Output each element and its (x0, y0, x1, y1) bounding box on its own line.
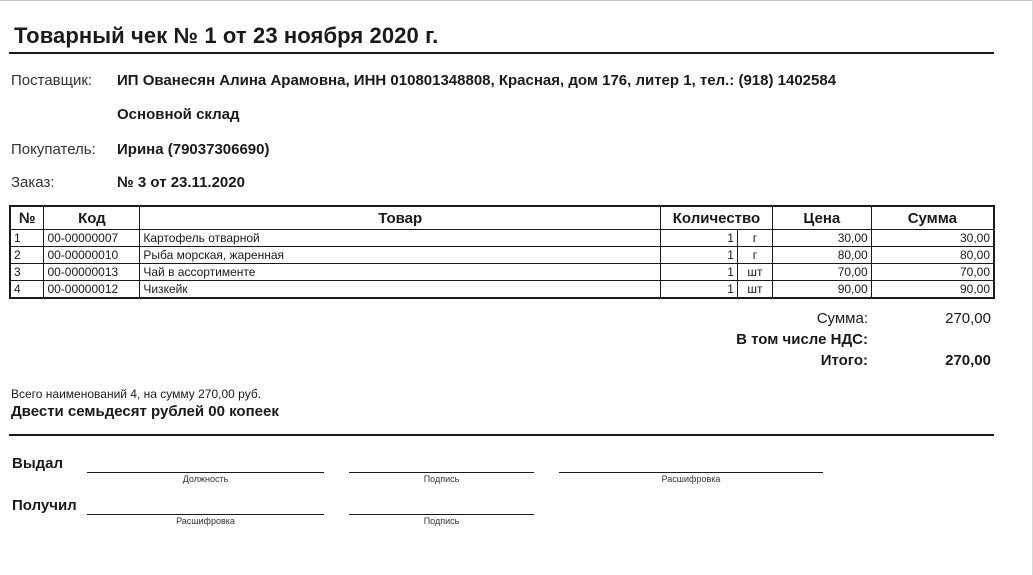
row-unit: шт (737, 281, 772, 299)
row-price: 30,00 (772, 230, 871, 247)
table-header-row (10, 206, 994, 230)
row-num: 2 (10, 247, 44, 264)
warehouse-value: Основной склад (117, 106, 240, 123)
row-sum: 80,00 (871, 247, 994, 264)
issued-signature-caption: Подпись (423, 474, 460, 484)
header-num: № (10, 206, 44, 230)
items-table (9, 205, 995, 299)
top-border (0, 0, 1033, 1)
row-num: 3 (10, 264, 44, 281)
row-sum: 90,00 (871, 281, 994, 299)
row-code: 00-00000010 (44, 247, 140, 264)
header-qty: Количество (661, 206, 773, 230)
document-title: Товарный чек № 1 от 23 ноября 2020 г. (14, 23, 439, 48)
row-num: 4 (10, 281, 44, 299)
supplier-label: Поставщик: (11, 72, 93, 89)
row-item: Рыба морская, жаренная (140, 247, 661, 264)
row-code: 00-00000012 (44, 281, 140, 299)
bottom-divider (9, 434, 994, 436)
issued-position-caption: Должность (182, 474, 229, 484)
row-qty: 1 (661, 281, 738, 299)
received-label: Получил (12, 497, 77, 514)
table-row (10, 264, 994, 281)
order-value: № 3 от 23.11.2020 (117, 174, 245, 191)
row-qty: 1 (661, 247, 738, 264)
buyer-value: Ирина (79037306690) (117, 141, 270, 158)
received-decoding-caption: Расшифровка (176, 516, 235, 526)
header-sum: Сумма (871, 206, 994, 230)
title-divider (9, 52, 994, 54)
amount-in-words: Двести семьдесят рублей 00 копеек (11, 403, 279, 420)
issued-position-line (87, 472, 324, 473)
issued-label: Выдал (12, 455, 64, 472)
row-unit: г (737, 230, 772, 247)
table-row (10, 247, 994, 264)
header-item: Товар (140, 206, 661, 230)
row-code: 00-00000007 (44, 230, 140, 247)
row-num: 1 (10, 230, 44, 247)
received-signature-line (349, 514, 534, 515)
row-price: 70,00 (772, 264, 871, 281)
row-sum: 70,00 (871, 264, 994, 281)
table-row (10, 281, 994, 299)
received-signature-caption: Подпись (423, 516, 460, 526)
total-value: 270,00 (945, 352, 991, 369)
row-item: Чай в ассортименте (140, 264, 661, 281)
header-code: Код (44, 206, 140, 230)
received-decoding-line (87, 514, 324, 515)
row-item: Картофель отварной (140, 230, 661, 247)
buyer-label: Покупатель: (11, 141, 96, 158)
row-code: 00-00000013 (44, 264, 140, 281)
items-count-summary: Всего наименований 4, на сумму 270,00 руб. (11, 387, 262, 401)
row-item: Чизкейк (140, 281, 661, 299)
total-label: Итого: (820, 352, 868, 369)
row-qty: 1 (661, 264, 738, 281)
issued-decoding-line (559, 472, 823, 473)
sum-value: 270,00 (945, 310, 991, 327)
supplier-value: ИП Ованесян Алина Арамовна, ИНН 010801348808, Красная, дом 176, литер 1, тел.: (918) 1402584 (117, 72, 837, 89)
order-label: Заказ: (11, 174, 55, 191)
row-price: 90,00 (772, 281, 871, 299)
row-unit: г (737, 247, 772, 264)
header-price: Цена (772, 206, 871, 230)
row-sum: 30,00 (871, 230, 994, 247)
sum-label: Сумма: (816, 310, 868, 327)
vat-label: В том числе НДС: (736, 331, 868, 348)
row-qty: 1 (661, 230, 738, 247)
issued-signature-line (349, 472, 534, 473)
row-unit: шт (737, 264, 772, 281)
row-price: 80,00 (772, 247, 871, 264)
issued-decoding-caption: Расшифровка (661, 474, 721, 484)
table-row (10, 230, 994, 247)
